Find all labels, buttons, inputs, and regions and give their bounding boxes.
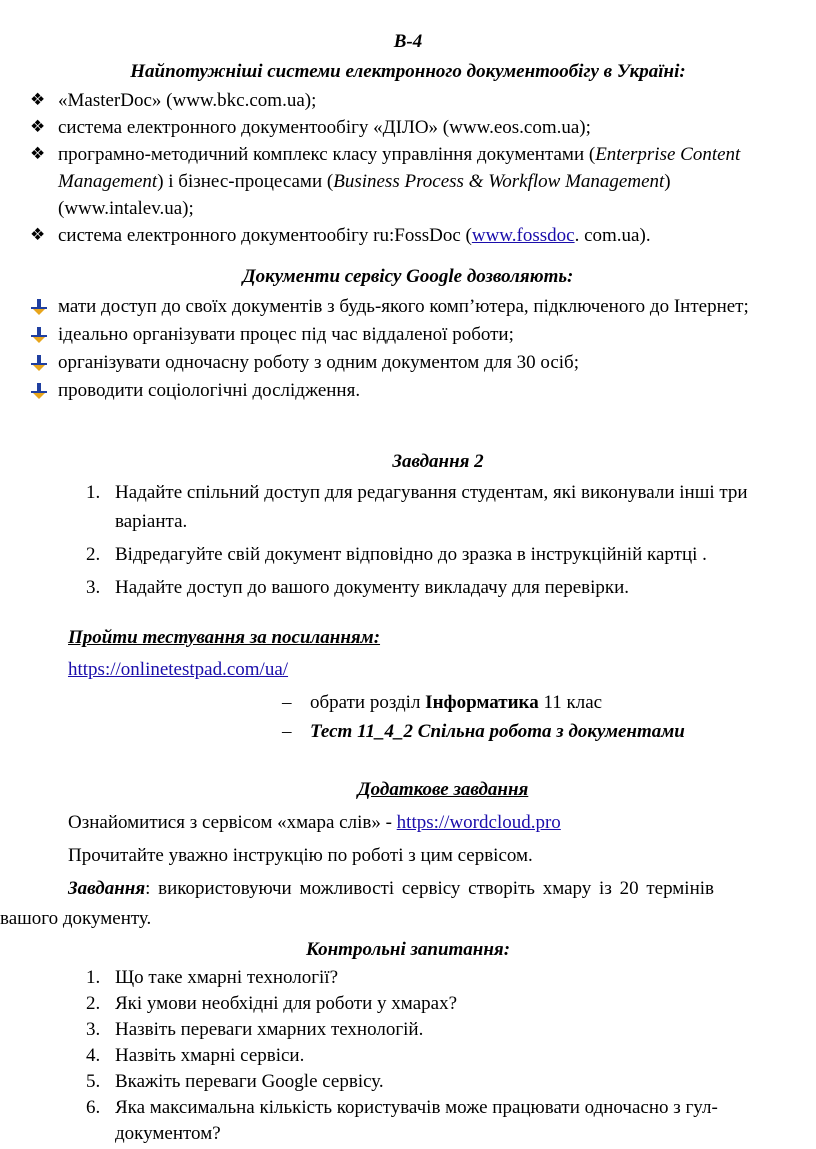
test-step-1: – обрати розділ Інформатика 11 клас [282, 692, 603, 713]
list-item: ❖ програмно-методичний комплекс класу управління документами (Enterprise Content Management) і бізнес-процесами (Business Process & Workflow Management) (www.intalev.ua); [0, 141, 816, 222]
list-item: 3. Назвіть переваги хмарних технологій. [86, 1019, 424, 1040]
list-item: 3. Надайте доступ до вашого документу викладачу для перевірки. [86, 577, 630, 598]
list-item: ідеально організувати процес під час віддаленої роботи; [0, 321, 816, 349]
list-item: 6. Яка максимальна кількість користувачів може працювати одночасно з гул-документом? [86, 1097, 718, 1144]
systems-heading: Найпотужніші системи електронного документообігу в Україні: [130, 61, 686, 82]
list-item: проводити соціологічні дослідження. [0, 377, 816, 405]
extra-task-line: Завдання: використовуючи можливості сервісу створіть хмару із 20 термінів [68, 878, 715, 899]
arrow-down-bullet-icon [30, 298, 48, 316]
extra-task-line-2: вашого документу. [0, 908, 152, 929]
test-step-2: – Тест 11_4_2 Спільна робота з документами [282, 721, 685, 742]
list-item: мати доступ до своїх документів з будь-якого комп’ютера, підключеного до Інтернет; [0, 293, 816, 321]
list-item: 2. Які умови необхідні для роботи у хмарах? [86, 993, 457, 1014]
control-list [0, 965, 816, 1147]
list-item: ❖ система електронного документообігу ru:FossDoc (www.fossdoc. com.ua). [0, 222, 816, 249]
list-item: 5. Вкажіть переваги Google сервісу. [86, 1071, 384, 1092]
systems-list [0, 87, 816, 249]
diamond-bullet-icon: ❖ [30, 117, 46, 137]
fossdoc-link[interactable]: www.fossdoc [471, 225, 575, 246]
list-item: 2. Відредагуйте свій документ відповідно до зразка в інструкційній картці . [86, 544, 707, 565]
task2-list [0, 478, 816, 602]
list-item: 1. Що таке хмарні технології? [86, 967, 339, 988]
extra-heading: Додаткове завдання [357, 779, 529, 800]
extra-line-1: Ознайомитися з сервісом «хмара слів» - https://wordcloud.pro [68, 812, 561, 833]
extra-line-2: Прочитайте уважно інструкцію по роботі з цим сервісом. [68, 845, 533, 866]
list-item: 1. Надайте спільний доступ для редагування студентам, які виконували інші три варіанта. [86, 482, 748, 532]
task2-heading: Завдання 2 [392, 451, 484, 472]
arrow-down-bullet-icon [30, 326, 48, 344]
arrow-down-bullet-icon [30, 354, 48, 372]
test-heading: Пройти тестування за посиланням: [68, 627, 381, 648]
diamond-bullet-icon: ❖ [30, 90, 46, 110]
diamond-bullet-icon: ❖ [30, 225, 46, 245]
variant-title: В-4 [393, 31, 423, 52]
list-item: організувати одночасну роботу з одним документом для 30 осіб; [0, 349, 816, 377]
onlinetestpad-link[interactable]: https://onlinetestpad.com/ua/ [68, 659, 289, 680]
list-item: 4. Назвіть хмарні сервіси. [86, 1045, 305, 1066]
arrow-down-bullet-icon [30, 382, 48, 400]
list-item: ❖ «MasterDoc» (www.bkc.com.ua); [0, 87, 816, 114]
google-heading: Документи сервісу Google дозволяють: [242, 266, 574, 287]
list-item: ❖ система електронного документообігу «ДІЛО» (www.eos.com.ua); [0, 114, 816, 141]
diamond-bullet-icon: ❖ [30, 144, 46, 164]
control-heading: Контрольні запитання: [305, 939, 511, 960]
google-list [0, 293, 816, 405]
wordcloud-link[interactable]: https://wordcloud.pro [396, 812, 561, 833]
